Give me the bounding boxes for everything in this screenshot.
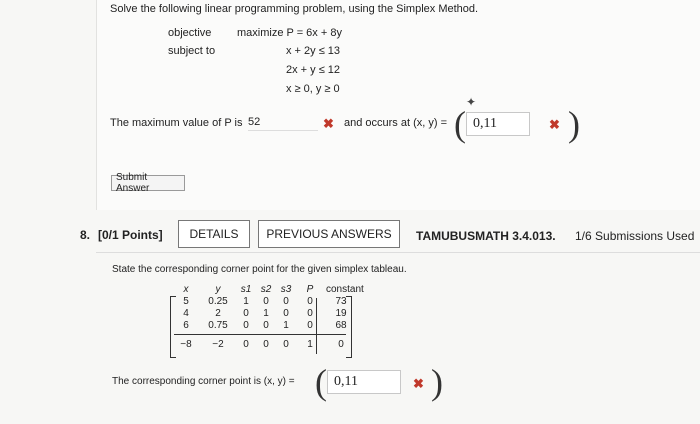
incorrect-x-icon: ✖ xyxy=(413,376,424,391)
tableau-cell: 0 xyxy=(263,339,269,350)
submissions-count: 1/6 Submissions Used xyxy=(575,229,695,243)
tableau-cell: 73 xyxy=(335,296,347,307)
tableau-cell: 0 xyxy=(243,308,249,319)
tableau-cell: 0.25 xyxy=(208,296,228,307)
right-paren: ) xyxy=(431,362,443,402)
corner-point-input[interactable]: 0,11 xyxy=(327,370,401,394)
problem-number: 8. xyxy=(80,228,91,242)
left-paren: ( xyxy=(315,362,327,402)
tableau-cell: 2 xyxy=(215,308,221,319)
constraint-3: x ≥ 0, y ≥ 0 xyxy=(286,83,340,95)
incorrect-x-icon: ✖ xyxy=(323,116,334,131)
tableau-cell: −8 xyxy=(180,339,192,350)
max-value-label: The maximum value of P is xyxy=(110,117,243,129)
tableau-cell: 5 xyxy=(183,296,189,307)
previous-answers-button[interactable]: PREVIOUS ANSWERS xyxy=(258,220,400,248)
occurs-at-input[interactable]: 0,11 xyxy=(466,112,530,136)
tableau-cell: 1 xyxy=(263,308,269,319)
right-paren: ) xyxy=(568,104,580,144)
divider xyxy=(96,252,700,253)
tableau-cell: 1 xyxy=(243,296,249,307)
tableau-cell: 0 xyxy=(263,296,269,307)
incorrect-x-icon: ✖ xyxy=(549,117,560,132)
tableau-cell: 0 xyxy=(307,296,313,307)
tableau-row-separator xyxy=(174,334,346,335)
tableau-cell: 0 xyxy=(243,339,249,350)
tableau-header: s3 xyxy=(280,284,292,295)
problem-source: TAMUBUSMATH 3.4.013. xyxy=(416,229,556,243)
occurs-at-label: and occurs at (x, y) = xyxy=(344,117,448,129)
tableau-cell: 0 xyxy=(338,339,344,350)
problem-8-instruction: State the corresponding corner point for the given simplex tableau. xyxy=(112,264,407,275)
tableau-cell: 0 xyxy=(263,320,269,331)
objective-expression: maximize P = 6x + 8y xyxy=(237,27,342,39)
tableau-cell: 19 xyxy=(335,308,347,319)
mouse-cursor-icon: ✦ xyxy=(466,95,477,109)
max-value-input[interactable]: 52 xyxy=(248,116,318,131)
tableau-cell: 0 xyxy=(283,296,289,307)
objective-label: objective xyxy=(168,27,212,39)
left-paren: ( xyxy=(454,104,466,144)
tableau-header: y xyxy=(215,284,221,295)
tableau-cell: 0 xyxy=(307,308,313,319)
tableau-cell: 68 xyxy=(335,320,347,331)
tableau-cell: 0 xyxy=(283,308,289,319)
tableau-header: s1 xyxy=(240,284,252,295)
constraint-1: x + 2y ≤ 13 xyxy=(286,45,341,57)
tableau-header: s2 xyxy=(260,284,272,295)
tableau-cell: 1 xyxy=(283,320,289,331)
tableau-cell: 6 xyxy=(183,320,189,331)
submit-answer-button[interactable]: Submit Answer xyxy=(111,175,185,191)
tableau-cell: 4 xyxy=(183,308,189,319)
tableau-cell: −2 xyxy=(212,339,224,350)
tableau-header: P xyxy=(306,284,314,295)
tableau-cell: 0.75 xyxy=(208,320,228,331)
tableau-cell: 0 xyxy=(243,320,249,331)
tableau-cell: 0 xyxy=(307,320,313,331)
constraint-2: 2x + y ≤ 12 xyxy=(286,64,341,76)
problem-7-instruction: Solve the following linear programming problem, using the Simplex Method. xyxy=(110,3,479,15)
tableau-cell: 1 xyxy=(307,339,313,350)
tableau-header: constant xyxy=(326,284,364,295)
tableau-header: x xyxy=(183,284,189,295)
points-label: [0/1 Points] xyxy=(98,228,163,242)
corner-point-label: The corresponding corner point is (x, y) = xyxy=(112,376,295,387)
details-button[interactable]: DETAILS xyxy=(178,220,250,248)
tableau-cell: 0 xyxy=(283,339,289,350)
subject-to-label: subject to xyxy=(168,45,216,57)
